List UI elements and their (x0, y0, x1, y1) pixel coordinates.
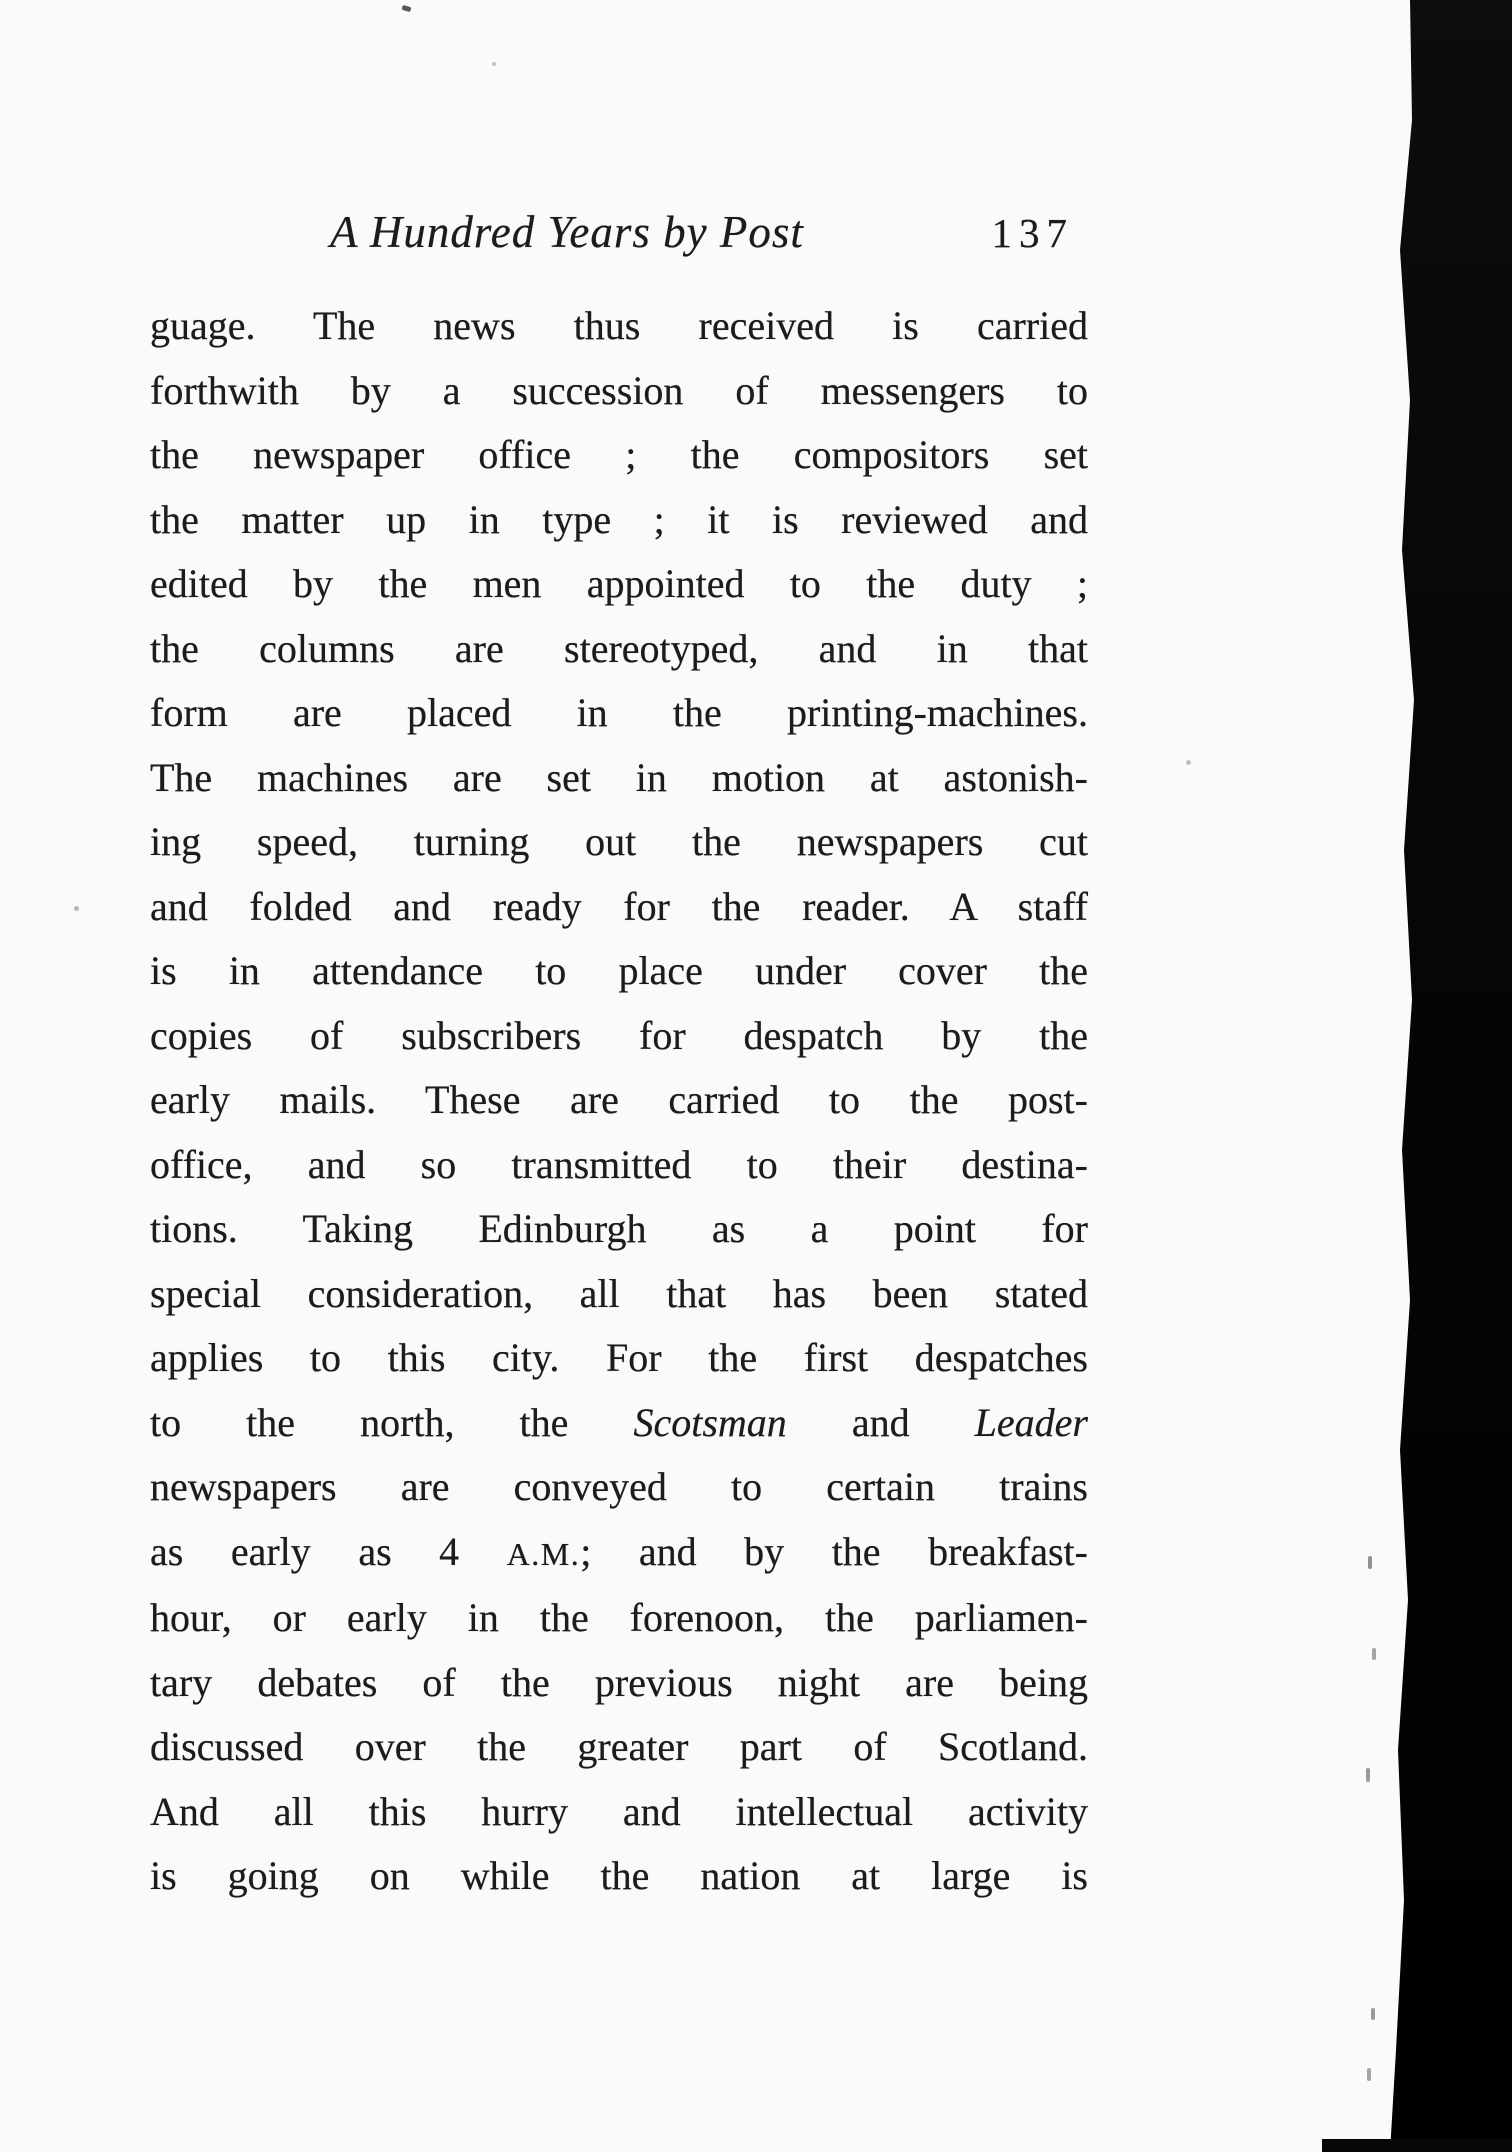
text-line (150, 1715, 1088, 1780)
text-line (150, 746, 1088, 811)
scan-artifact (1366, 1768, 1370, 1782)
text-line (150, 552, 1088, 617)
text-segment: form are placed in the printing-machines. (150, 690, 1088, 735)
text-segment: hour, or early in the forenoon, the parliamen- (150, 1595, 1088, 1640)
text-line (150, 939, 1088, 1004)
text-line (150, 1133, 1088, 1198)
text-line (150, 1520, 1088, 1587)
text-segment: edited by the men appointed to the duty ; (150, 561, 1088, 606)
scan-artifact (1372, 1648, 1376, 1660)
text-line (150, 1197, 1088, 1262)
page-header (150, 206, 1088, 270)
text-segment: ; and by the breakfast- (580, 1528, 1088, 1574)
text-segment: is going on while the nation at large is (150, 1853, 1088, 1898)
text-segment: as early as 4 (150, 1528, 507, 1574)
scan-artifact (74, 906, 79, 911)
text-segment: The machines are set in motion at astonish- (150, 754, 1088, 800)
text-line (150, 423, 1088, 488)
text-segment-italic: Leader (974, 1399, 1088, 1445)
text-segment: forthwith by a succession of messengers to (150, 367, 1088, 413)
text-segment: office, and so transmitted to their destina- (150, 1141, 1088, 1187)
text-line (150, 617, 1088, 682)
text-line (150, 1004, 1088, 1069)
page-number: 137 (991, 210, 1074, 256)
text-line (150, 1780, 1088, 1845)
text-line (150, 1262, 1088, 1327)
text-line (150, 488, 1088, 553)
body-text (150, 294, 1088, 1909)
text-line (150, 1586, 1088, 1651)
text-line (150, 1326, 1088, 1391)
text-segment: And all this hurry and intellectual activity (150, 1788, 1088, 1834)
text-segment: newspapers are conveyed to certain trains (150, 1464, 1088, 1509)
text-segment-smallcaps: A.M. (506, 1535, 581, 1572)
text-segment: copies of subscribers for despatch by the (150, 1012, 1088, 1058)
text-segment: to the north, the (150, 1399, 634, 1445)
text-line (150, 294, 1088, 359)
running-title: A Hundred Years by Post (330, 207, 804, 257)
text-line (150, 810, 1088, 875)
scan-gutter-band (1390, 0, 1512, 2152)
text-segment-italic: Scotsman (633, 1399, 787, 1445)
text-segment: the matter up in type ; it is reviewed and (150, 496, 1088, 542)
text-line (150, 1651, 1088, 1716)
text-segment: and (786, 1399, 975, 1445)
text-segment: and folded and ready for the reader. A staff (150, 883, 1088, 929)
scan-artifact (1371, 2008, 1375, 2020)
text-segment: ing speed, turning out the newspapers cut (150, 819, 1088, 864)
scan-artifact (1186, 760, 1191, 765)
scan-artifact (492, 62, 496, 66)
text-line (150, 1844, 1088, 1909)
text-segment: the columns are stereotyped, and in that (150, 625, 1088, 671)
text-segment: applies to this city. For the first despatches (150, 1335, 1088, 1380)
text-segment: special consideration, all that has been stated (150, 1270, 1088, 1316)
scan-artifact (1367, 2068, 1371, 2081)
scan-artifact (401, 5, 411, 13)
text-segment: is in attendance to place under cover the (150, 948, 1088, 993)
text-segment: tary debates of the previous night are being (150, 1659, 1088, 1705)
text-line (150, 1391, 1088, 1456)
text-segment: guage. The news thus received is carried (150, 303, 1088, 348)
text-line (150, 1068, 1088, 1133)
text-line (150, 681, 1088, 746)
scan-bottom-band (1322, 2139, 1512, 2152)
text-line (150, 1455, 1088, 1520)
scan-artifact (1368, 1556, 1372, 1569)
text-line (150, 359, 1088, 424)
text-block (150, 206, 1088, 1909)
text-line (150, 875, 1088, 940)
text-segment: tions. Taking Edinburgh as a point for (150, 1206, 1088, 1251)
text-segment: the newspaper office ; the compositors set (150, 432, 1088, 477)
text-segment: early mails. These are carried to the post- (150, 1077, 1088, 1122)
text-segment: discussed over the greater part of Scotland. (150, 1724, 1088, 1769)
